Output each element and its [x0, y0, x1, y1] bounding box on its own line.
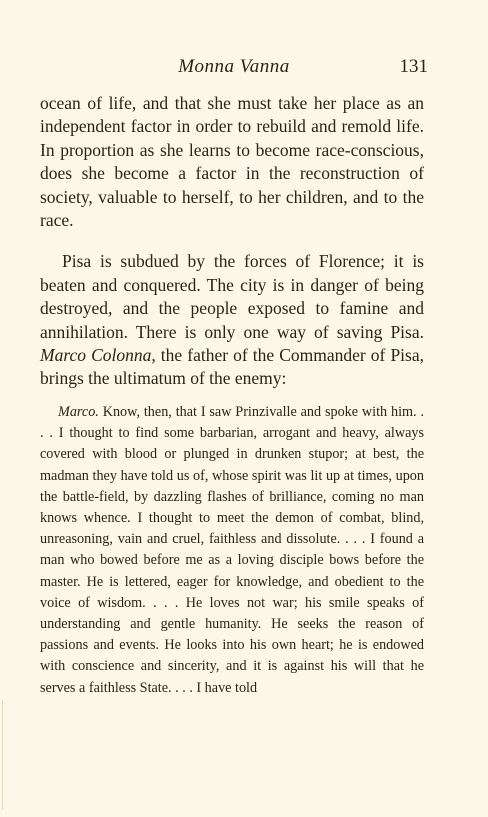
paragraph-continuation: ocean of life, and that she must take her place as an independent factor in order to rebuild and remold life. In proportion as she learns to become race-conscious, does she become a factor in the reconstruction of society, valuable to herself, to her children, and to the race.	[40, 93, 424, 231]
block-quote	[40, 402, 424, 699]
quote-speaker: Marco.	[58, 404, 99, 420]
page-header	[40, 56, 428, 82]
page-edge-mark	[2, 700, 3, 810]
running-title: Monna Vanna	[178, 56, 290, 77]
body-text	[40, 92, 424, 391]
paragraph-text-after-name: the father of the Commander of Pisa, brings the ultimatum of the enemy:	[40, 345, 424, 389]
quote-text: Know, then, that I saw Prinzivalle and spoke with him. . . . I thought to find some barbarian, arrogant and heavy, always covered with blood or plunged in drunken stupor; at best, the madman they have told us of, whose spirit was lit up at times, upon the battle-field, by dazzling flashes of brilliance, coming no man knows whence. I thought to meet the demon of combat, blind, unreasoning, vain and cruel, faithless and dissolute. . . . I found a man who bowed before me as a loving disciple bows before the master. He is lettered, eager for knowledge, and obedient to the voice of wisdom. . . . He loves not war; his smile speaks of understanding and gentle humanity. He seeks the reason of passions and events. He looks into his own heart; he is endowed with conscience and sincerity, and it is against his will that he serves a faithless State. . . . I have told	[40, 404, 424, 696]
paragraph-text-before-name: Pisa is subdued by the forces of Florence; it is beaten and conquered. The city is in danger of being destroyed, and the people exposed to famine and annihilation. There is only one way of saving Pisa.	[40, 251, 424, 342]
character-name-marco-colonna: Marco Colonna,	[40, 345, 156, 366]
page-number: 131	[399, 56, 428, 77]
paragraph-pisa	[40, 250, 424, 390]
